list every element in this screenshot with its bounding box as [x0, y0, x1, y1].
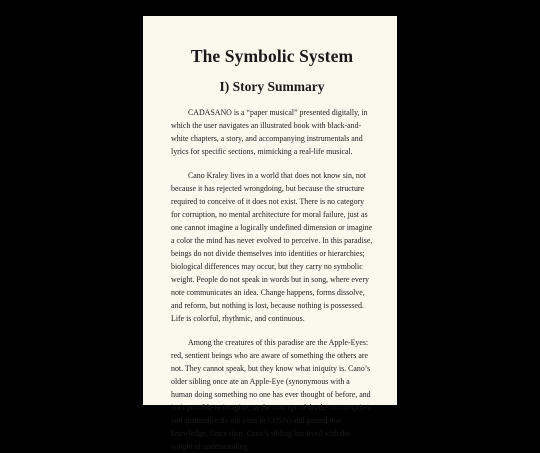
body-paragraph-3: Among the creatures of this paradise are the Apple-Eyes: red, sentient beings who are aware of something the others are not. They cannot speak, but they know what iniquity is. Cano’s older sibling once ate an Apple-Eye (synonymous with a human doing something no one has ever thought of before, and isn’t possible to imagine; as the concept of death, consumption, and sustenance do not exist in CDSN) and gained that knowledge. Since then, Cano’s sibling has lived with the weight of understanding	[171, 338, 372, 451]
body-paragraph-2: Cano Kraley lives in a world that does not know sin, not because it has rejected wrongdoing, but because the structure required to conceive of it does not exist. There is no category for corruption, no mental architecture for moral failure, just as one cannot imagine a logically undefined dimension or imagine a color the mind has never evolved to perceive. In this paradise, beings do not divide themselves into identities or hierarchies; biological differences may occur, but they carry no symbolic weight. People do not speak in words but in song, where every note communicates an idea. Change happens, forms dissolve, and reform, but nothing is lost, because nothing is possessed. Life is colorful, rhythmic, and continuous.	[171, 171, 373, 323]
section-heading: I) Story Summary	[219, 79, 325, 94]
document-content	[143, 16, 397, 453]
body-paragraph-1: CADASANO is a “paper musical” presented digitally, in which the user navigates an illustrated book with black-and-white chapters, a story, and accompanying instrumentals and lyrics for specific sections, mimicking a real-life musical.	[171, 108, 368, 156]
document-page	[143, 16, 397, 451]
page-title: The Symbolic System	[190, 46, 354, 66]
